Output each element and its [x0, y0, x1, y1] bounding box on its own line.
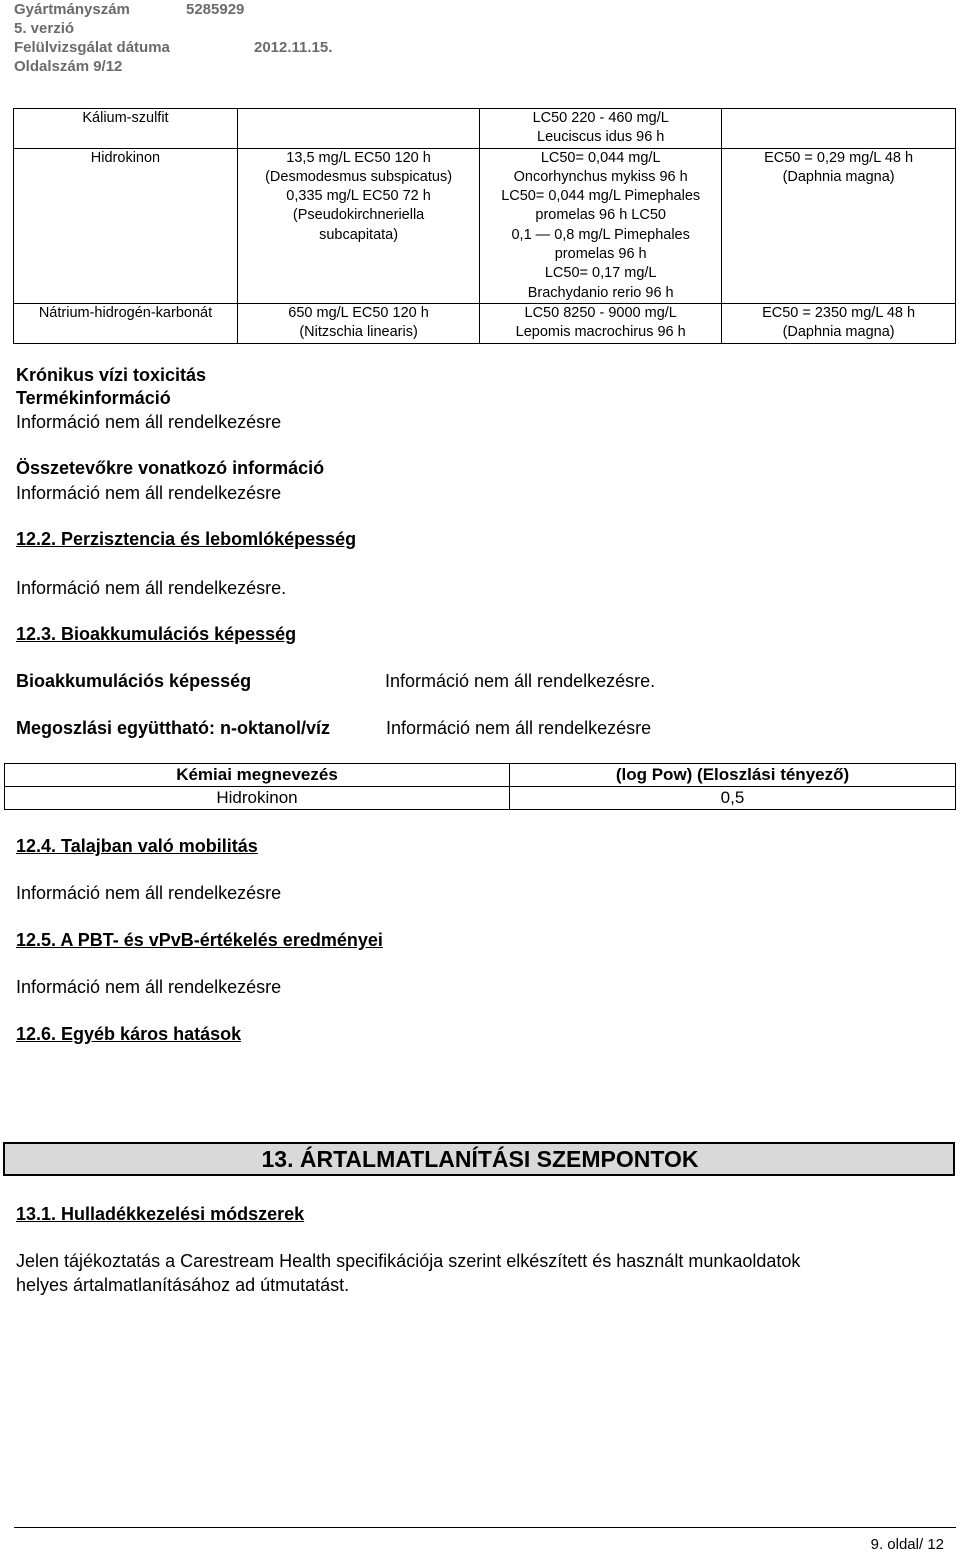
- acute-toxicity-table-body: [14, 109, 956, 344]
- chemical-name-header: Kémiai megnevezés: [5, 764, 510, 787]
- section-13-1-heading: 13.1. Hulladékkezelési módszerek: [16, 1204, 305, 1224]
- section-12-4-text: Információ nem áll rendelkezésre: [16, 883, 282, 903]
- section-12-2-text: Információ nem áll rendelkezésre.: [16, 578, 287, 598]
- cell-line: 13,5 mg/L EC50 120 h: [286, 149, 431, 166]
- table-row: [14, 303, 956, 343]
- bioaccumulation-value: Információ nem áll rendelkezésre.: [385, 671, 656, 691]
- page-number: 9. oldal/ 12: [870, 1536, 944, 1553]
- log-pow-table: [4, 763, 956, 810]
- algae-toxicity-cell: [237, 148, 479, 303]
- section-12-6-heading: 12.6. Egyéb káros hatások: [16, 1024, 242, 1044]
- revision-date: 2012.11.15.: [254, 39, 333, 56]
- cell-line: Oncorhynchus mykiss 96 h: [513, 168, 688, 185]
- substance-cell: [14, 109, 238, 149]
- document-header: [14, 0, 332, 76]
- footer-divider: [14, 1527, 956, 1528]
- substance-cell: [14, 303, 238, 343]
- cell-line: EC50 = 0,29 mg/L 48 h: [764, 149, 914, 166]
- product-number: 5285929: [186, 1, 245, 18]
- algae-toxicity-cell: [237, 109, 479, 149]
- cell-line: (Pseudokirchneriella: [292, 207, 425, 224]
- cell-line: EC50 = 2350 mg/L 48 h: [762, 304, 916, 321]
- section-12-5-heading: 12.5. A PBT- és vPvB-értékelés eredményei: [16, 930, 383, 950]
- acute-toxicity-table: [13, 108, 956, 344]
- table-row: [5, 787, 956, 810]
- table-row: [14, 148, 956, 303]
- daphnia-toxicity-cell: [722, 303, 956, 343]
- cell-line: subcapitata): [319, 226, 399, 243]
- cell-line: LC50= 0,044 mg/L: [540, 149, 661, 166]
- cell-line: (Desmodesmus subspicatus): [265, 168, 453, 185]
- chronic-toxicity-title: Krónikus vízi toxicitás: [16, 365, 207, 385]
- product-info-label: Termékinformáció: [16, 388, 171, 408]
- section-12-3-heading: 12.3. Bioakkumulációs képesség: [16, 624, 297, 644]
- version-label: 5. verzió: [14, 20, 75, 37]
- cell-line: Brachydanio rerio 96 h: [527, 284, 674, 301]
- cell-line: Kálium-szulfit: [82, 110, 169, 126]
- table-row: [14, 109, 956, 149]
- cell-line: LC50 8250 - 9000 mg/L: [524, 304, 677, 321]
- section-12-5-text: Információ nem áll rendelkezésre: [16, 977, 282, 997]
- partition-coefficient-label: Megoszlási együttható: n-oktanol/víz: [16, 718, 331, 738]
- cell-line: LC50= 0,17 mg/L: [544, 265, 657, 282]
- algae-toxicity-cell: [237, 303, 479, 343]
- daphnia-toxicity-cell: [722, 109, 956, 149]
- cell-line: 0,1 — 0,8 mg/L Pimephales: [511, 226, 690, 243]
- log-pow-value-cell: 0,5: [510, 787, 956, 810]
- fish-toxicity-cell: [480, 303, 722, 343]
- cell-line: Leuciscus idus 96 h: [537, 129, 665, 146]
- cell-line: 0,335 mg/L EC50 72 h: [286, 188, 431, 205]
- section-13-title: 13. ÁRTALMATLANÍTÁSI SZEMPONTOK: [261, 1146, 699, 1172]
- section-12-4-heading: 12.4. Talajban való mobilitás: [16, 836, 258, 856]
- cell-line: (Nitzschia linearis): [299, 324, 418, 341]
- partition-coefficient-value: Információ nem áll rendelkezésre: [386, 718, 652, 738]
- fish-toxicity-cell: [480, 148, 722, 303]
- cell-line: (Daphnia magna): [782, 324, 895, 341]
- component-info-value: Információ nem áll rendelkezésre: [16, 483, 282, 503]
- cell-line: LC50 220 - 460 mg/L: [532, 110, 669, 126]
- revision-date-label: Felülvizsgálat dátuma: [14, 39, 170, 56]
- cell-line: Lepomis macrochirus 96 h: [515, 324, 686, 341]
- bioaccumulation-label: Bioakkumulációs képesség: [16, 671, 252, 691]
- chemical-name-cell: Hidrokinon: [5, 787, 510, 810]
- page-label: Oldalszám 9/12: [14, 58, 123, 75]
- cell-line: Nátrium-hidrogén-karbonát: [38, 304, 213, 321]
- component-info-label: Összetevőkre vonatkozó információ: [16, 458, 325, 478]
- product-info-value: Információ nem áll rendelkezésre: [16, 412, 282, 432]
- daphnia-toxicity-cell: [722, 148, 956, 303]
- cell-line: LC50= 0,044 mg/L Pimephales: [501, 188, 701, 205]
- product-number-label: Gyártmányszám: [14, 1, 130, 18]
- cell-line: (Daphnia magna): [782, 168, 895, 185]
- section-13-1-text-line-1: Jelen tájékoztatás a Carestream Health specifikációja szerint elkészített és használt munkaoldatok: [16, 1251, 801, 1271]
- section-12-2-heading: 12.2. Perzisztencia és lebomlóképesség: [16, 529, 357, 549]
- log-pow-header: (log Pow) (Eloszlási tényező): [510, 764, 956, 787]
- fish-toxicity-cell: [480, 109, 722, 149]
- cell-line: 650 mg/L EC50 120 h: [288, 304, 429, 321]
- substance-cell: [14, 148, 238, 303]
- cell-line: Hidrokinon: [90, 149, 161, 166]
- log-pow-table-header: [5, 764, 956, 787]
- section-13-1-text-line-2: helyes ártalmatlanításához ad útmutatást.: [16, 1275, 350, 1295]
- cell-line: promelas 96 h: [554, 246, 647, 263]
- cell-line: promelas 96 h LC50: [535, 207, 666, 224]
